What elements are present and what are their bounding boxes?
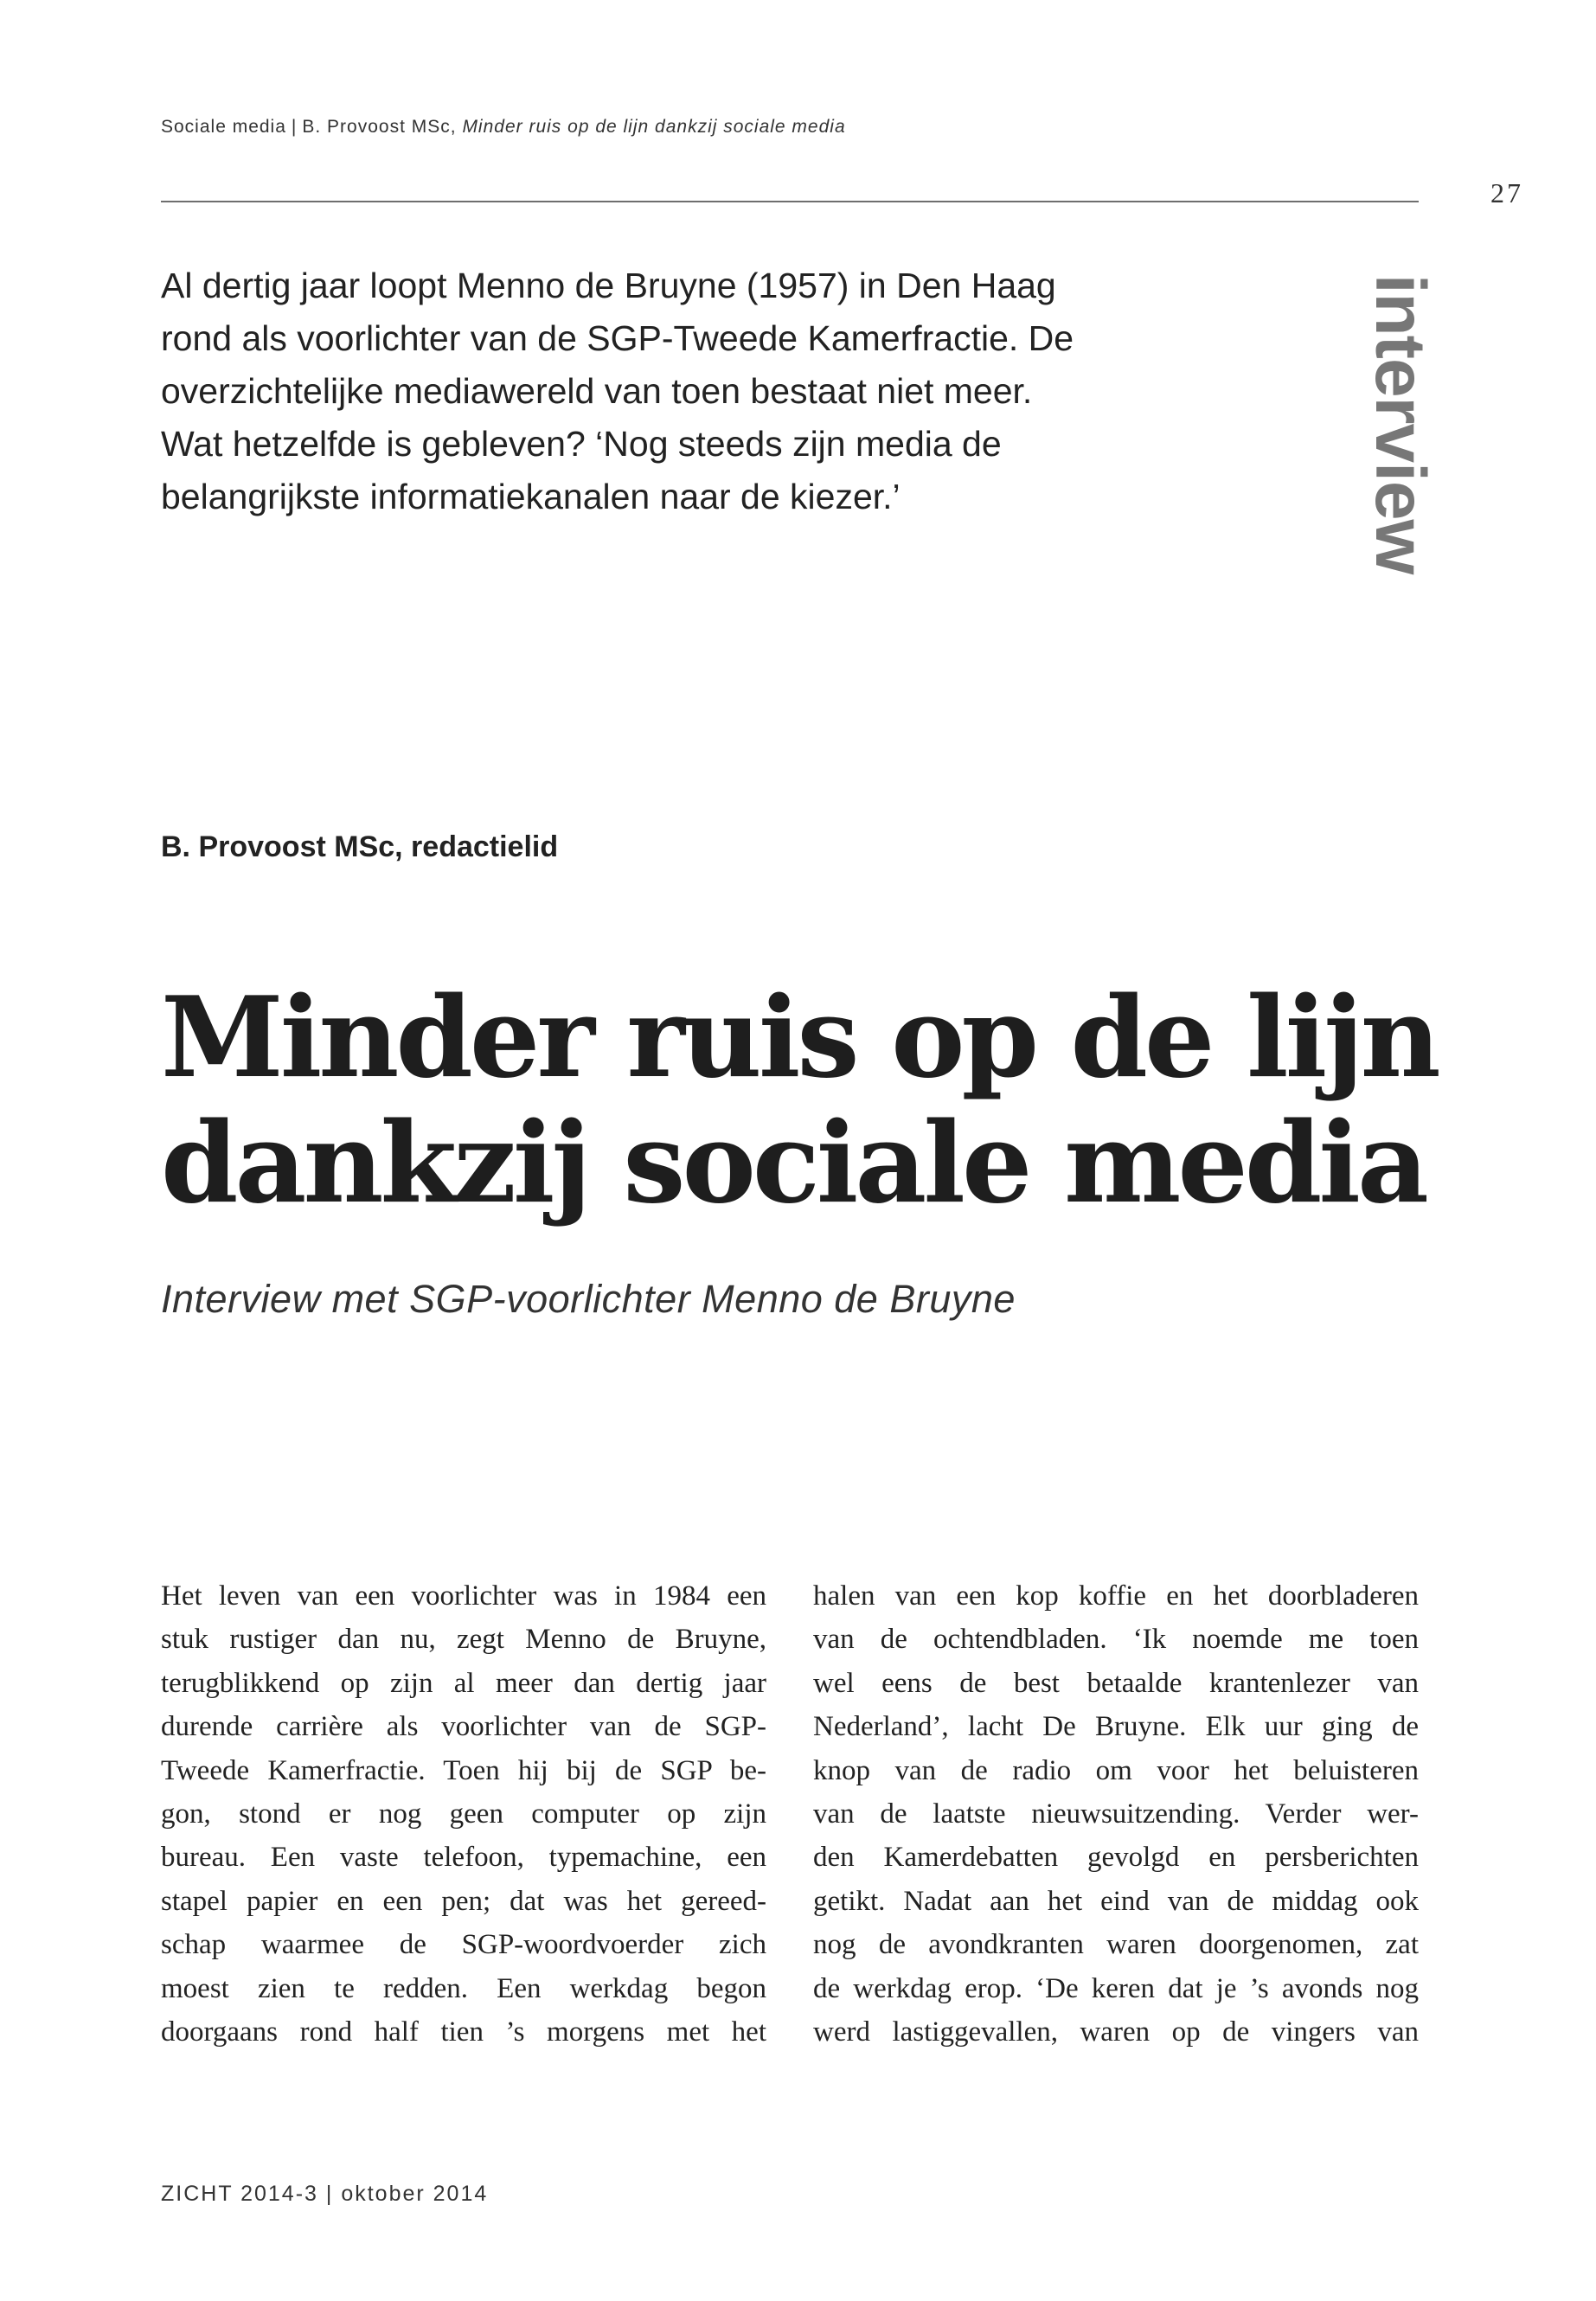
byline: B. Provoost MSc, redactielid [161, 830, 559, 863]
body-line: de werkdag erop. ‘De keren dat je ’s avonds nog [813, 1972, 1419, 2004]
lead-line: rond als voorlichter van de SGP-Tweede Kamerfractie. De [161, 318, 1074, 358]
article-title [161, 973, 1458, 1228]
page-number: 27 [1490, 177, 1523, 208]
title-line: dankzij sociale media [161, 1099, 1426, 1228]
body-line: durende carrière als voorlichter van de SGP- [161, 1711, 766, 1743]
header-section: Sociale media [161, 117, 286, 137]
body-column-right [813, 1574, 1419, 2054]
header-author: B. Provoost MSc, [302, 117, 457, 137]
body-line: doorgaans rond half tien ’s morgens met het [161, 2016, 766, 2048]
footer-issue-info: ZICHT 2014-3 | oktober 2014 [161, 2182, 489, 2206]
body-line: gon, stond er nog geen computer op zijn [161, 1798, 766, 1830]
lead-line: Al dertig jaar loopt Menno de Bruyne (1957) in Den Haag [161, 266, 1056, 305]
body-line: halen van een kop koffie en het doorbladeren [813, 1580, 1419, 1612]
lead-line: Wat hetzelfde is gebleven? ‘Nog steeds zijn media de [161, 424, 1002, 464]
article-subtitle: Interview met SGP-voorlichter Menno de Bruyne [161, 1277, 1016, 1321]
body-line: getikt. Nadat aan het eind van de middag ook [813, 1885, 1419, 1917]
body-line: werd lastiggevallen, waren op de vingers van [813, 2016, 1419, 2048]
body-line: stuk rustiger dan nu, zegt Menno de Bruyne, [161, 1624, 766, 1656]
body-line: nog de avondkranten waren doorgenomen, zat [813, 1929, 1419, 1961]
header-separator: | [291, 117, 298, 137]
body-line: knop van de radio om voor het beluisteren [813, 1754, 1419, 1786]
body-line: van de ochtendbladen. ‘Ik noemde me toen [813, 1624, 1419, 1656]
body-line: schap waarmee de SGP-woordvoerder zich [161, 1929, 766, 1961]
body-line: moest zien te redden. Een werkdag begon [161, 1972, 766, 2004]
header-rule [161, 201, 1419, 202]
section-tab [1349, 268, 1450, 580]
body-line: Nederland’, lacht De Bruyne. Elk uur ging de [813, 1711, 1419, 1743]
body-line: den Kamerdebatten gevolgd en persberichten [813, 1842, 1419, 1874]
body-line: Het leven van een voorlichter was in 1984 een [161, 1580, 766, 1612]
body-line: stapel papier en een pen; dat was het gereed- [161, 1885, 766, 1917]
body-line: van de laatste nieuwsuitzending. Verder wer- [813, 1798, 1419, 1830]
body-line: terugblikkend op zijn al meer dan dertig jaar [161, 1667, 766, 1699]
lead-line: overzichtelijke mediawereld van toen bestaat niet meer. [161, 371, 1033, 411]
body-line: Tweede Kamerfractie. Toen hij bij de SGP be- [161, 1754, 766, 1786]
section-tab-label: interview [1361, 273, 1439, 574]
lead-paragraph [161, 260, 1147, 523]
body-line: bureau. Een vaste telefoon, typemachine, een [161, 1842, 766, 1874]
body-column-left [161, 1574, 766, 2054]
header-article-title: Minder ruis op de lijn dankzij sociale media [462, 117, 846, 137]
body-line: wel eens de best betaalde krantenlezer van [813, 1667, 1419, 1699]
title-line: Minder ruis op de lijn [161, 973, 1438, 1103]
lead-line: belangrijkste informatiekanalen naar de kiezer.’ [161, 477, 901, 516]
running-header [161, 117, 846, 138]
